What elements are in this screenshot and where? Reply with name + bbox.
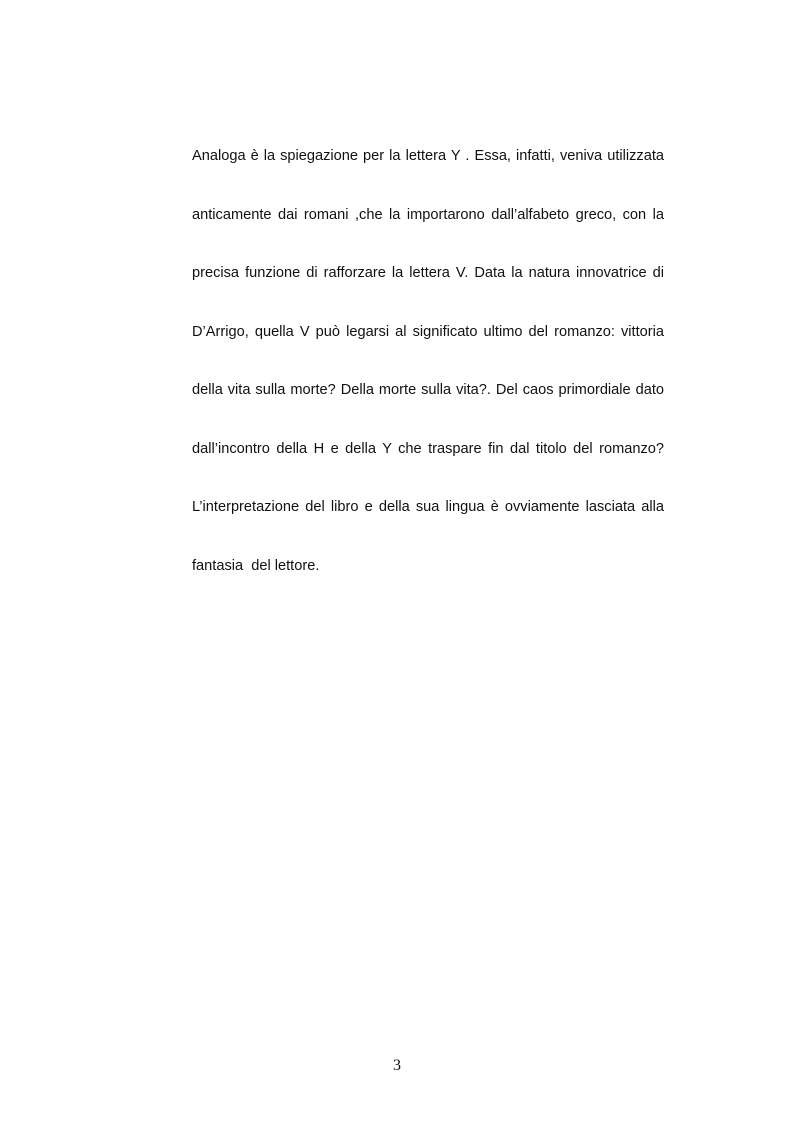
paragraph [192,137,664,605]
paragraph-line-8: fantasia del lettore. [192,557,320,574]
paragraph-line-2: anticamente dai romani ,che la importarono dall’alfabeto greco, con la [192,206,664,223]
paragraph-line-6: dall’incontro della H e della Y che traspare fin dal titolo del romanzo? [192,440,664,457]
paragraph-line-3: precisa funzione di rafforzare la lettera V. Data la natura innovatrice di [192,265,664,281]
page-number: 3 [393,1057,401,1074]
paragraph-line-1: Analoga è la spiegazione per la lettera Y . Essa, infatti, veniva utilizzata [192,148,664,164]
paragraph-line-5: della vita sulla morte? Della morte sulla vita?. Del caos primordiale dato [192,382,664,398]
paragraph-line-7: L’interpretazione del libro e della sua lingua è ovviamente lasciata alla [192,499,664,515]
paragraph-line-4: D’Arrigo, quella V può legarsi al significato ultimo del romanzo: vittoria [192,323,664,340]
